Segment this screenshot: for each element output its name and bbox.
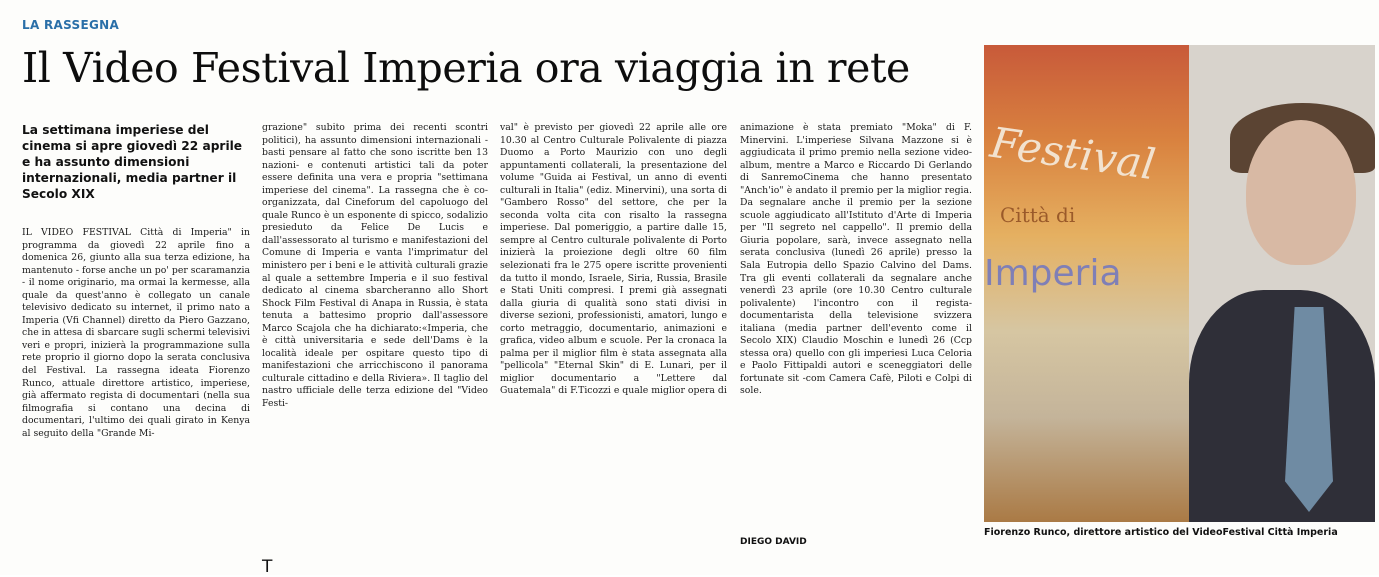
article-subhead: La settimana imperiese del cinema si apre giovedì 22 aprile e ha assunto dimensioni internazionali, media partner il Secolo XIX — [22, 123, 243, 201]
portrait-face — [1246, 120, 1356, 265]
article-column-1: IL VIDEO FESTIVAL Città di Imperia" in programma da giovedì 22 aprile fino a domenica 26, giunto alla sua terza edizione, ha mantenuto - forse anche un po' per scaramanzia - il nome originario, ma ormai la kermesse, alla quale da quest'anno è collegato un canale televisivo dedicato su internet, il primo nato a Imperia (Vfi Channel) diretto da Piero Gazzano, che in attesa di sbarcare sugli schermi televisivi veri e propri, inizierà la programmazione sulla rete proprio il giorno dopo la serata conclusiva del Festival. La rassegna ideata Fiorenzo Runco, attuale direttore artistico, imperiese, già affermato regista di documentari (nella sua filmografia si contano una decina di documentari, l'ultimo dei quali girato in Kenya al seguito della "Grande Mi- — [22, 227, 250, 439]
author-byline: DIEGO DAVID — [740, 537, 807, 547]
article-headline: Il Video Festival Imperia ora viaggia in rete — [22, 44, 910, 92]
section-label: LA RASSEGNA — [22, 18, 120, 32]
poster-imperia-text: Imperia — [984, 253, 1122, 294]
poster-citta-text: Città di — [1000, 203, 1076, 227]
portrait-jacket — [1189, 290, 1375, 522]
poster-festival-text: Festival — [987, 117, 1159, 190]
festival-poster — [984, 45, 1189, 522]
photo-caption: Fiorenzo Runco, direttore artistico del VideoFestival Città Imperia — [984, 527, 1338, 538]
article-column-3: val" è previsto per giovedì 22 aprile alle ore 10.30 al Centro Culturale Polivalente di piazza Duomo a Porto Maurizio con uno degli appuntamenti collaterali, la presentazione del volume "Guida ai Festival, un anno di eventi culturali in Italia" (ediz. Minervini), una sorta di "Gambero Rosso" del settore, che per la seconda volta cita con risalto la rassegna imperiese. Dal pomeriggio, a partire dalle 15, sempre al Centro culturale polivalente di Porto inizierà la proiezione degli oltre 60 film selezionati fra le 275 opere iscritte provenienti da tutto il mondo, Israele, Siria, Russia, Brasile e Stati Uniti compresi. I premi già assegnati dalla giuria di qualità sono stati divisi in diverse sezioni, professionisti, amatori, lungo e corto metraggio, documentario, animazioni e grafica, video album e scuole. Per la cronaca la palma per il miglior film è stata assegnata alla "pellicola" "Eternal Skin" di E. Lunari, per il miglior documentario a "Lettere dal Guatemala" di F.Ticozzi e quale miglior opera di — [500, 122, 727, 397]
bottom-mark: T — [262, 557, 273, 577]
article-column-2: grazione" subito prima dei recenti scontri politici), ha assunto dimensioni internazionali -basti pensare al fatto che sono iscritte ben 13 nazioni- e contenuti artistici tali da poter essere definita una vera e propria "settimana imperiese del cinema". La rassegna che è co-organizzata, dal Cineforum del capoluogo del quale Runco è un esponente di spicco, sodalizio presieduto da Felice De Lucis e dall'assessorato al turismo e manifestazioni del Comune di Imperia e vanta l'imprimatur del ministero per i beni e le attività culturali grazie al quale a settembre Imperia e il suo festival dedicato al cinema sbarcheranno allo Short Shock Film Festival di Anapa in Russia, è stata tenuta a battesimo proprio dall'assessore Marco Scajola che ha dichiarato:«Imperia, che è città universitaria e sede dell'Dams è la località ideale per ospitare questo tipo di manifestazioni che arricchiscono il panorama culturale cittadino e della Riviera». Il taglio del nastro ufficiale delle terza edizione del "Video Festi- — [262, 122, 488, 410]
article-photo — [984, 45, 1375, 522]
article-column-4: animazione è stata premiato "Moka" di F. Minervini. L'imperiese Silvana Mazzone si è aggiudicata il primo premio nella sezione video-album, mentre a Marco e Riccardo Di Gerlando di SanremoCinema che hanno presentato "Anch'io" è andato il premio per la miglior regia. Da segnalare anche il premio per la sezione scuole aggiudicato all'Istituto d'Arte di Imperia per "Il segreto nel cappello". Il premio della Giuria popolare, sarà, invece assegnato nella serata conclusiva (lunedì 26 aprile) presso la Sala Eutropia dello Spazio Calvino del Dams. Tra gli eventi collaterali da segnalare anche venerdì 23 aprile (ore 10.30 Centro culturale polivalente) l'incontro con il regista-documentarista della televisione svizzera italiana (media partner dell'evento come il Secolo XIX) Claudio Moschin e lunedì 26 (Ccp stessa ora) quello con gli imperiesi Luca Celoria e Paolo Fittipaldi autori e sceneggiatori delle fortunate sit -com Camera Cafè, Piloti e Colpi di sole. — [740, 122, 972, 397]
